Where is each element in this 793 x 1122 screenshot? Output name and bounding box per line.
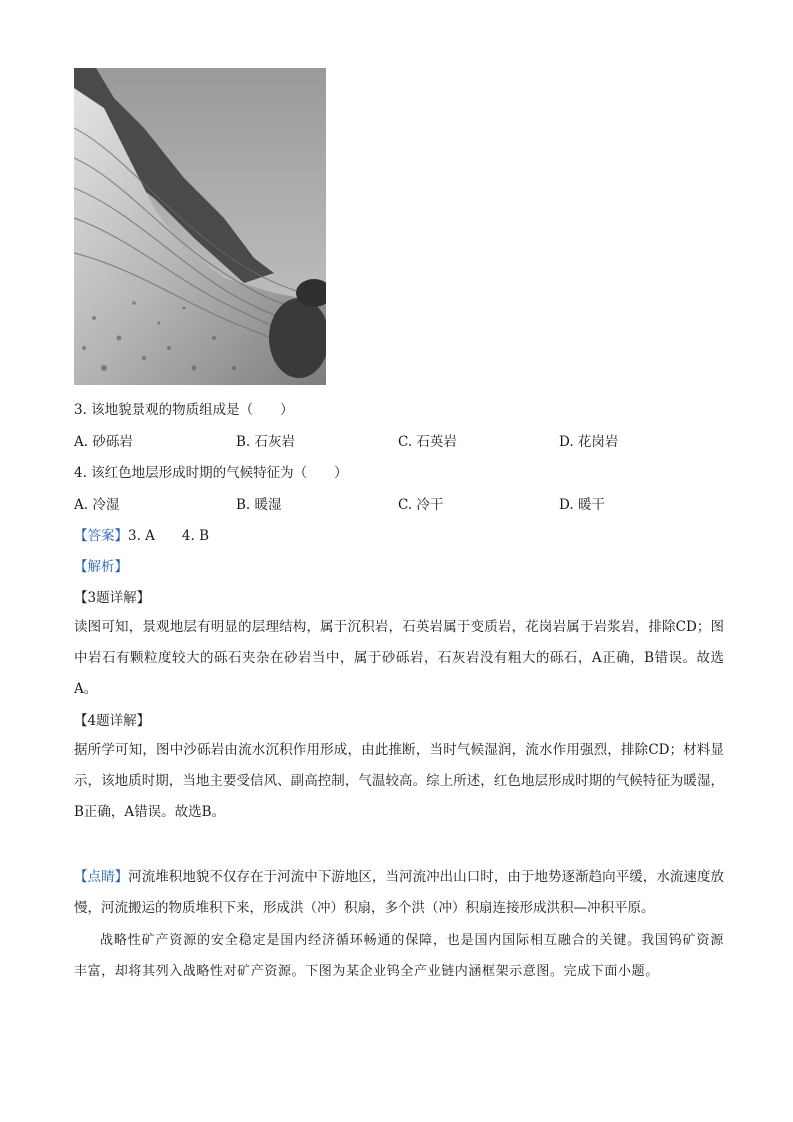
q3-option-b: B. 石灰岩 — [236, 434, 296, 450]
q4-option-c: C. 冷干 — [398, 497, 444, 513]
detail3-body: 读图可知，景观地层有明显的层理结构，属于沉积岩，石英岩属于变质岩，花岗岩属于岩浆岩，排除CD；图中岩石有颗粒度较大的砾石夹杂在砂岩当中，属于砂砾岩，石灰岩没有粗大的砾石，A正确，B错误。故选A。 — [74, 619, 724, 697]
detail4-body: 据所学可知，图中沙砾岩由流水沉积作用形成，由此推断，当时气候湿润，流水作用强烈，排除CD；材料显示，该地质时期，当地主要受信风、副高控制，气温较高。综上所述，红色地层形成时期的气候特征为暖湿，B正确，A错误。故选B。 — [74, 742, 724, 820]
answer-line — [74, 527, 209, 545]
analysis-tag: 【解析】 — [74, 559, 128, 575]
cliff-photo — [74, 68, 326, 385]
detail3-heading: 【3题详解】 — [74, 590, 151, 606]
tip-body: 河流堆积地貌不仅存在于河流中下游地区，当河流冲出山口时，由于地势逐渐趋向平缓，水流速度放慢，河流搬运的物质堆积下来，形成洪（冲）积扇，多个洪（冲）积扇连接形成洪积—冲积平原。 — [74, 869, 725, 916]
answer-tag: 【答案】 — [74, 528, 128, 544]
next-material-paragraph: 战略性矿产资源的安全稳定是国内经济循环畅通的保障，也是国内国际相互融合的关键。我国钨矿资源丰富，却将其列入战略性对矿产资源。下图为某企业钨全产业链内涵框架示意图。完成下面小题。 — [74, 933, 724, 979]
q4-option-d: D. 暖干 — [559, 497, 605, 513]
q3-option-a: A. 砂砾岩 — [74, 434, 133, 450]
q4-stem: 4. 该红色地层形成时期的气候特征为（ ） — [74, 465, 348, 481]
q3-option-c: C. 石英岩 — [398, 434, 457, 450]
q4-option-a: A. 冷湿 — [74, 497, 120, 513]
answer-text: 3. A 4. B — [128, 528, 210, 544]
cliff-photo-illustration — [74, 68, 326, 385]
q3-stem: 3. 该地貌景观的物质组成是（ ） — [74, 402, 294, 418]
q3-option-d: D. 花岗岩 — [559, 434, 619, 450]
q4-option-b: B. 暖湿 — [236, 497, 282, 513]
tip-tag: 【点睛】 — [74, 869, 129, 885]
detail4-heading: 【4题详解】 — [74, 713, 151, 729]
tip-paragraph — [74, 862, 724, 924]
